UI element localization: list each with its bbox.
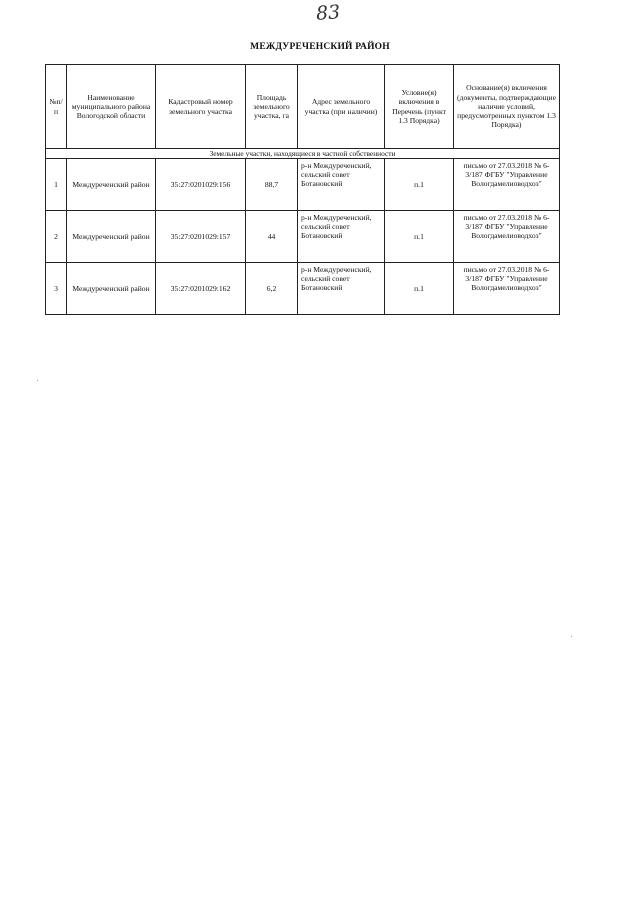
column-header-cadastral: Кадастровый номер земельного участка	[156, 65, 246, 149]
row-district: Междуреченский район	[67, 263, 156, 315]
land-plots-table	[45, 64, 560, 315]
column-header-address: Адрес земельного участка (при наличии)	[298, 65, 385, 149]
row-number: 3	[46, 263, 67, 315]
header-row	[46, 65, 560, 149]
row-area: 88,7	[246, 159, 298, 211]
page-title: МЕЖДУРЕЧЕНСКИЙ РАЙОН	[250, 42, 390, 52]
table-row	[46, 263, 560, 315]
row-condition: п.1	[385, 263, 454, 315]
scan-speck	[37, 380, 38, 381]
row-condition: п.1	[385, 159, 454, 211]
column-header-basis: Основание(я) включения (документы, подтверждающие наличие условий, предусмотренных пунктом 1.3 Порядка)	[454, 65, 560, 149]
column-header-district: Наименование муниципального района Вологодской области	[67, 65, 156, 149]
page-number: 83	[315, 1, 341, 25]
row-cadastral-number: 35:27:0201029:162	[156, 263, 246, 315]
scan-speck	[571, 636, 572, 637]
row-area: 44	[246, 211, 298, 263]
row-district: Междуреченский район	[67, 211, 156, 263]
row-number: 1	[46, 159, 67, 211]
section-row	[46, 149, 560, 159]
row-address: р-н Междуреченский, сельский совет Ботановский	[298, 263, 385, 315]
row-cadastral-number: 35:27:0201029:156	[156, 159, 246, 211]
column-header-number: №п/п	[46, 65, 67, 149]
row-district: Междуреченский район	[67, 159, 156, 211]
row-basis: письмо от 27.03.2018 № 6-3/187 ФГБУ "Управление Вологдамелиоводхоз"	[454, 263, 560, 315]
row-condition: п.1	[385, 211, 454, 263]
row-address: р-н Междуреченский, сельский совет Ботановский	[298, 159, 385, 211]
table-row	[46, 159, 560, 211]
row-basis: письмо от 27.03.2018 № 6-3/187 ФГБУ "Управление Вологдамелиоводхоз"	[454, 211, 560, 263]
column-header-condition: Условие(я) включения в Перечень (пункт 1.3 Порядка)	[385, 65, 454, 149]
column-header-area: Площадь земельного участка, га	[246, 65, 298, 149]
row-cadastral-number: 35:27:0201029:157	[156, 211, 246, 263]
row-area: 6,2	[246, 263, 298, 315]
row-number: 2	[46, 211, 67, 263]
row-basis: письмо от 27.03.2018 № 6-3/187 ФГБУ "Управление Вологдамелиоводхоз"	[454, 159, 560, 211]
section-title: Земельные участки, находящиеся в частной собственности	[46, 149, 560, 159]
table-row	[46, 211, 560, 263]
row-address: р-н Междуреченский, сельский совет Ботановский	[298, 211, 385, 263]
